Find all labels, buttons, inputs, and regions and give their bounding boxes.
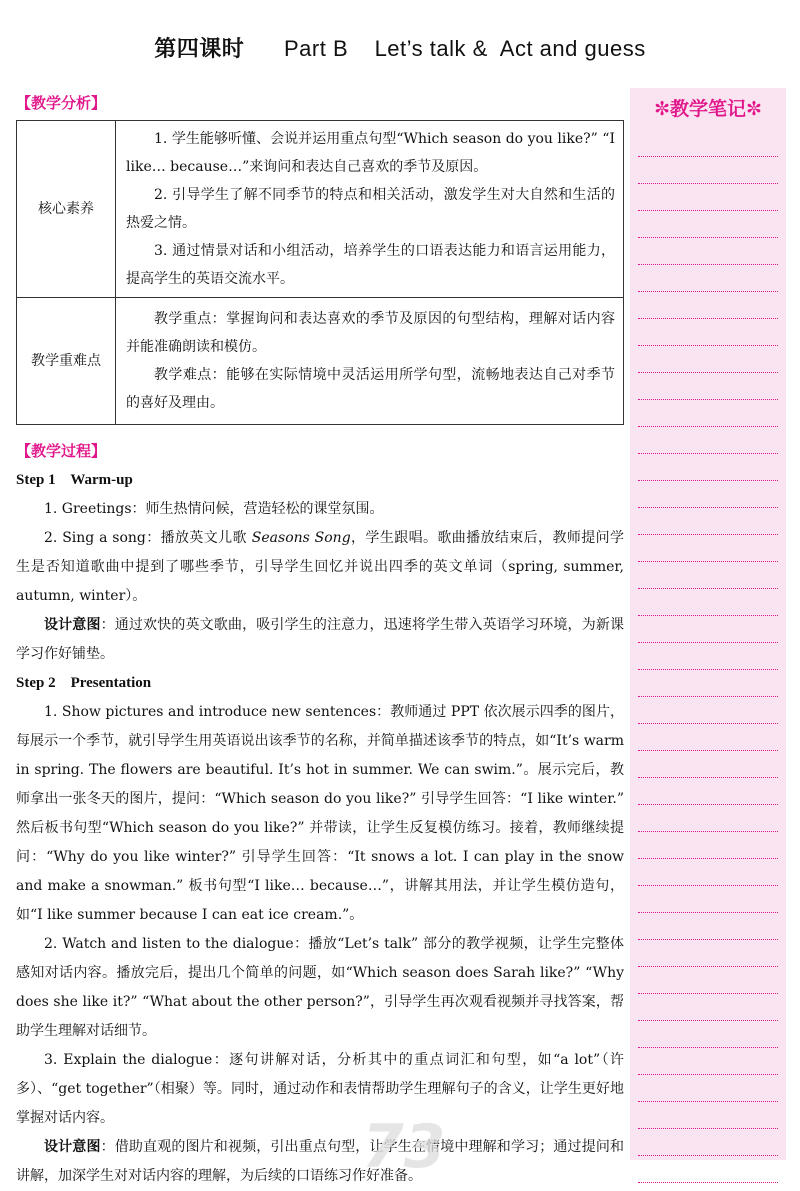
- song-text-post: ，学生跟唱。歌曲播放结束后，教师提问学生是否知道歌曲中提到了哪些季节，引导学生回忆并说出四季的英文单词（spring, summer, autumn, winter）。: [16, 530, 624, 604]
- step2-design-intent: [16, 1133, 624, 1191]
- note-line: [638, 238, 778, 265]
- note-line: [638, 211, 778, 238]
- step1-design-intent: [16, 611, 624, 669]
- page-title: [0, 32, 800, 63]
- note-line: [638, 427, 778, 454]
- note-line: [638, 373, 778, 400]
- note-line: [638, 1048, 778, 1075]
- note-line: [638, 940, 778, 967]
- note-line: [638, 508, 778, 535]
- note-line: [638, 913, 778, 940]
- intent-text: ：借助直观的图片和视频，引出重点句型，让学生在情境中理解和学习；通过提问和讲解，加深学生对对话内容的理解，为后续的口语练习作好准备。: [16, 1139, 625, 1184]
- note-line: [638, 562, 778, 589]
- key-point: 教学重点：掌握询问和表达喜欢的季节及原因的句型结构，理解对话内容并能准确朗读和模仿。: [126, 311, 615, 355]
- analysis-table: [16, 120, 624, 425]
- core-goal-2: 2. 引导学生了解不同季节的特点和相关活动，激发学生对大自然和生活的热爱之情。: [126, 187, 615, 231]
- note-line: [638, 697, 778, 724]
- note-line: [638, 1075, 778, 1102]
- page-number: 73: [362, 1112, 446, 1182]
- table-row: [17, 121, 624, 298]
- note-line: [638, 130, 778, 157]
- core-goal-3: 3. 通过情景对话和小组活动，培养学生的口语表达能力和语言运用能力，提高学生的英语交流水平。: [126, 243, 615, 287]
- step1-song: [16, 524, 624, 611]
- note-line: [638, 886, 778, 913]
- note-line: [638, 400, 778, 427]
- notes-title: ✼教学笔记✼: [654, 98, 762, 120]
- note-line: [638, 292, 778, 319]
- song-text-pre: 2. Sing a song：播放英文儿歌: [44, 530, 252, 546]
- step1-title: Step 1 Warm-up: [16, 472, 133, 488]
- intent-text: ：通过欢快的英文歌曲，吸引学生的注意力，迅速将学生带入英语学习环境，为新课学习作好铺垫。: [16, 617, 625, 662]
- teaching-notes-panel: [630, 88, 786, 1160]
- step1-greetings: 1. Greetings：师生热情问候，营造轻松的课堂氛围。: [44, 501, 384, 517]
- intent-label: 设计意图: [44, 617, 101, 633]
- note-line: [638, 832, 778, 859]
- note-line: [638, 319, 778, 346]
- note-line: [638, 616, 778, 643]
- note-line: [638, 481, 778, 508]
- note-line: [638, 859, 778, 886]
- note-line: [638, 1129, 778, 1156]
- note-line: [638, 643, 778, 670]
- note-line: [638, 1021, 778, 1048]
- note-line: [638, 184, 778, 211]
- note-line: [638, 265, 778, 292]
- lesson-topic: Part B Let’s talk & Act and guess: [283, 36, 646, 61]
- step2-explain-dialogue: 3. Explain the dialogue：逐句讲解对话，分析其中的重点词汇和句型，如“a lot”（许多）、“get together”（相聚）等。同时，通过动作和表情帮助学生理解句子的含义，让学生更好地掌握对话内容。: [16, 1052, 624, 1126]
- row-content-core-literacy: [116, 121, 624, 298]
- lesson-number: 第四课时: [154, 37, 245, 62]
- note-line: [638, 994, 778, 1021]
- note-line: [638, 1156, 778, 1183]
- note-line: [638, 157, 778, 184]
- note-lines: [630, 130, 786, 1183]
- song-title: Seasons Song: [251, 530, 351, 546]
- note-line: [638, 967, 778, 994]
- note-line: [638, 670, 778, 697]
- note-line: [638, 1102, 778, 1129]
- step2-watch-listen: 2. Watch and listen to the dialogue：播放“Let’s talk” 部分的教学视频，让学生完整体感知对话内容。播放完后，提出几个简单的问题，如“Which season does Sarah like?” “Why does she like it?” “What about the other person?”，引导学生再次观看视频并寻找答案，帮助学生理解对话细节。: [16, 936, 624, 1039]
- step2-show-pictures: 1. Show pictures and introduce new sentences：教师通过 PPT 依次展示四季的图片，每展示一个季节，就引导学生用英语说出该季节的名称，并简单描述该季节的特点，如“It’s warm in spring. The flowers are beautiful. It’s hot in summer. We can swim.”。展示完后，教师拿出一张冬天的图片，提问：“Which season do you like?” 引导学生回答：“I like winter.” 然后板书句型“Which season do you like?” 并带读，让学生反复模仿练习。接着，教师继续提问：“Why do you like winter?” 引导学生回答：“It snows a lot. I can play in the snow and make a snowman.” 板书句型“I like… because…”，讲解其用法，并让学生模仿造句，如“I like summer because I can eat ice cream.”。: [16, 704, 624, 923]
- row-label-core-literacy: 核心素养: [17, 121, 116, 298]
- row-content-key-points: [116, 298, 624, 425]
- note-line: [638, 724, 778, 751]
- note-line: [638, 589, 778, 616]
- table-row: [17, 298, 624, 425]
- note-line: [638, 535, 778, 562]
- note-line: [638, 805, 778, 832]
- note-line: [638, 454, 778, 481]
- process-heading: 【教学过程】: [16, 442, 107, 460]
- teaching-process: [16, 466, 624, 1191]
- difficult-point: 教学难点：能够在实际情境中灵活运用所学句型，流畅地表达自己对季节的喜好及理由。: [126, 367, 615, 411]
- note-line: [638, 751, 778, 778]
- intent-label: 设计意图: [44, 1139, 101, 1155]
- step2-title: Step 2 Presentation: [16, 675, 152, 691]
- note-line: [638, 346, 778, 373]
- analysis-heading: 【教学分析】: [16, 94, 107, 112]
- row-label-key-points: 教学重难点: [17, 298, 116, 425]
- core-goal-1: 1. 学生能够听懂、会说并运用重点句型“Which season do you like?” “I like… because…”来询问和表达自己喜欢的季节及原因。: [126, 131, 615, 175]
- note-line: [638, 778, 778, 805]
